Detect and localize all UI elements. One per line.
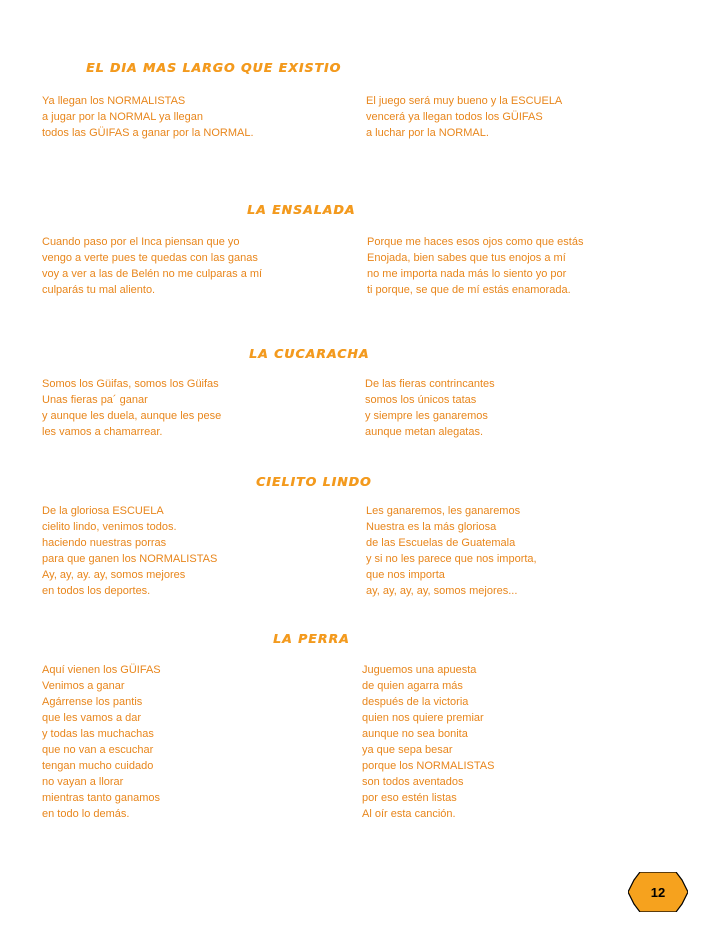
verse-line: voy a ver a las de Belén no me culparas a mí	[42, 268, 263, 280]
verse-line: no vayan a llorar	[42, 776, 124, 788]
verse-line: Unas fieras pa´ ganar	[42, 394, 148, 406]
verse-line: y si no les parece que nos importa,	[366, 553, 537, 565]
verse-line: en todos los deportes.	[42, 585, 151, 597]
verse-right	[365, 376, 495, 440]
verse-line: El juego será muy bueno y la ESCUELA	[366, 95, 563, 107]
verse-line: haciendo nuestras porras	[42, 537, 167, 549]
verse-line: Agárrense los pantis	[42, 696, 143, 708]
verse-left	[42, 93, 254, 141]
verse-line: aunque metan alegatas.	[365, 426, 484, 438]
verse-line: todos las GÜIFAS a ganar por la NORMAL.	[42, 127, 254, 139]
verse-line: por eso estén listas	[362, 792, 457, 804]
verse-line: no me importa nada más lo siento yo por	[367, 268, 567, 280]
verse-right	[367, 234, 583, 298]
verse-line: tengan mucho cuidado	[42, 760, 154, 772]
verse-line: de quien agarra más	[362, 680, 463, 692]
song-title: EL DIA MAS LARGO QUE EXISTIO	[86, 60, 342, 75]
verse-right	[366, 503, 537, 599]
verse-line: a luchar por la NORMAL.	[366, 127, 489, 139]
verse-line: y aunque les duela, aunque les pese	[42, 410, 222, 422]
verse-line: ti porque, se que de mí estás enamorada.	[367, 284, 571, 296]
verse-line: porque los NORMALISTAS	[362, 760, 495, 772]
verse-line: son todos aventados	[362, 776, 464, 788]
verse-line: para que ganen los NORMALISTAS	[42, 553, 218, 565]
verse-line: en todo lo demás.	[42, 808, 130, 820]
verse-line: De la gloriosa ESCUELA	[42, 505, 164, 517]
verse-left	[42, 503, 217, 599]
verse-line: y siempre les ganaremos	[365, 410, 488, 422]
verse-line: vengo a verte pues te quedas con las ganas	[42, 252, 258, 264]
verse-line: aunque no sea bonita	[362, 728, 468, 740]
verse-line: Aquí vienen los GÜIFAS	[42, 664, 161, 676]
verse-line: somos los únicos tatas	[365, 394, 477, 406]
song-title: LA PERRA	[273, 631, 350, 646]
verse-right	[362, 662, 494, 822]
verse-line: Ya llegan los NORMALISTAS	[42, 95, 186, 107]
verse-left	[42, 662, 161, 822]
verse-left	[42, 376, 221, 440]
song-title: CIELITO LINDO	[256, 474, 372, 489]
verse-line: y todas las muchachas	[42, 728, 154, 740]
verse-line: Cuando paso por el Inca piensan que yo	[42, 236, 240, 248]
verse-line: que no van a escuchar	[42, 744, 154, 756]
verse-line: Enojada, bien sabes que tus enojos a mí	[367, 252, 566, 264]
page-number-badge	[628, 872, 688, 912]
verse-line: quien nos quiere premiar	[362, 712, 484, 724]
verse-line: Juguemos una apuesta	[362, 664, 477, 676]
verse-line: culparás tu mal aliento.	[42, 284, 156, 296]
verse-line: cielito lindo, venimos todos.	[42, 521, 177, 533]
verse-line: que nos importa	[366, 569, 445, 581]
verse-line: Somos los Güifas, somos los Güifas	[42, 378, 219, 390]
verse-line: que les vamos a dar	[42, 712, 142, 724]
verse-line: después de la victoria	[362, 696, 469, 708]
verse-line: a jugar por la NORMAL ya llegan	[42, 111, 204, 123]
verse-line: Al oír esta canción.	[362, 808, 456, 820]
verse-line: ya que sepa besar	[362, 744, 453, 756]
verse-line: Venimos a ganar	[42, 680, 125, 692]
verse-line: Porque me haces esos ojos como que estás	[367, 236, 584, 248]
verse-line: Les ganaremos, les ganaremos	[366, 505, 521, 517]
verse-line: De las fieras contrincantes	[365, 378, 495, 390]
verse-line: vencerá ya llegan todos los GÜIFAS	[366, 111, 543, 123]
verse-line: les vamos a chamarrear.	[42, 426, 163, 438]
verse-line: Nuestra es la más gloriosa	[366, 521, 497, 533]
verse-line: Ay, ay, ay. ay, somos mejores	[42, 569, 186, 581]
song-title: LA ENSALADA	[247, 202, 356, 217]
song-title: LA CUCARACHA	[249, 346, 370, 361]
verse-line: de las Escuelas de Guatemala	[366, 537, 516, 549]
verse-right	[366, 93, 562, 141]
page-number: 12	[650, 885, 666, 900]
verse-left	[42, 234, 262, 298]
verse-line: mientras tanto ganamos	[42, 792, 161, 804]
verse-line: ay, ay, ay, ay, somos mejores...	[366, 585, 518, 597]
